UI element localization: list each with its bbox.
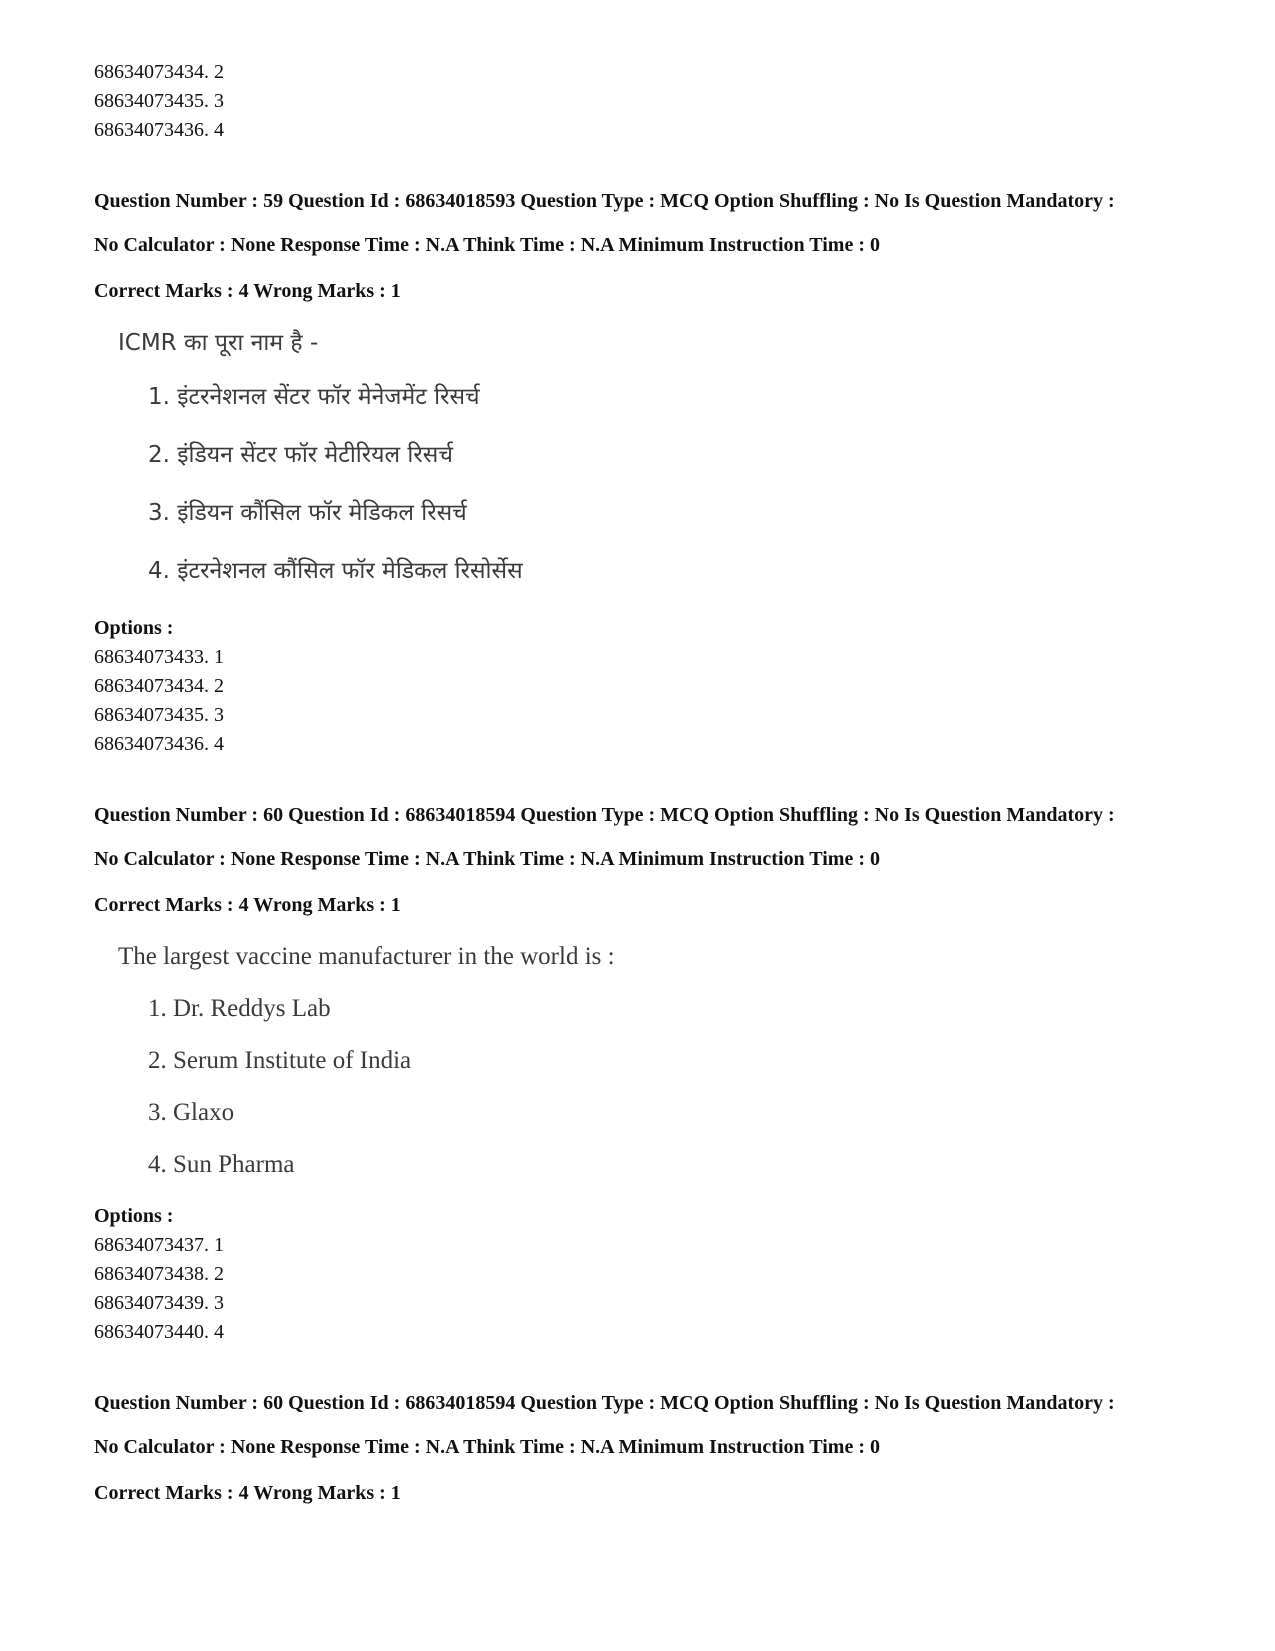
- option-line: 68634073436. 4: [94, 733, 224, 755]
- option-line: 68634073439. 3: [94, 1292, 224, 1314]
- question-choice: 2. Serum Institute of India: [148, 1047, 412, 1074]
- question-marks: Correct Marks : 4 Wrong Marks : 1: [94, 280, 401, 302]
- question-choice: 4. इंटरनेशनल कौंसिल फॉर मेडिकल रिसोर्सेस: [148, 558, 523, 584]
- option-line: 68634073437. 1: [94, 1234, 224, 1256]
- document-page: [94, 58, 1214, 1508]
- question-meta: No Calculator : None Response Time : N.A Think Time : N.A Minimum Instruction Time : 0: [94, 1436, 880, 1458]
- option-line: 68634073436. 4: [94, 119, 224, 141]
- question-marks: Correct Marks : 4 Wrong Marks : 1: [94, 894, 401, 916]
- question-choice: 4. Sun Pharma: [148, 1151, 295, 1178]
- question-meta: Question Number : 60 Question Id : 68634018594 Question Type : MCQ Option Shuffling : No Is Question Mandatory :: [94, 804, 1115, 826]
- option-line: 68634073434. 2: [94, 675, 224, 697]
- options-label: Options :: [94, 617, 174, 639]
- question-marks: Correct Marks : 4 Wrong Marks : 1: [94, 1482, 401, 1504]
- option-line: 68634073438. 2: [94, 1263, 224, 1285]
- question-choice: 1. इंटरनेशनल सेंटर फॉर मेनेजमेंट रिसर्च: [148, 384, 480, 410]
- option-line: 68634073434. 2: [94, 61, 224, 83]
- question-meta: No Calculator : None Response Time : N.A Think Time : N.A Minimum Instruction Time : 0: [94, 848, 880, 870]
- question-content: [118, 942, 1214, 1180]
- question-choice: 3. इंडियन कौंसिल फॉर मेडिकल रिसर्च: [148, 500, 467, 526]
- question-choice: 2. इंडियन सेंटर फॉर मेटीरियल रिसर्च: [148, 442, 453, 468]
- question-content: [118, 328, 1214, 586]
- question-block-60: [94, 803, 1214, 1347]
- option-line: 68634073435. 3: [94, 704, 224, 726]
- option-line: 68634073440. 4: [94, 1321, 224, 1343]
- question-meta: No Calculator : None Response Time : N.A Think Time : N.A Minimum Instruction Time : 0: [94, 234, 880, 256]
- question-stem: The largest vaccine manufacturer in the world is :: [118, 943, 615, 970]
- question-block-60-repeat: [94, 1391, 1214, 1508]
- prev-options-list: [94, 58, 1214, 145]
- options-label: Options :: [94, 1205, 174, 1227]
- question-stem: ICMR का पूरा नाम है -: [118, 330, 319, 356]
- question-choice: 1. Dr. Reddys Lab: [148, 995, 331, 1022]
- option-line: 68634073435. 3: [94, 90, 224, 112]
- question-block-59: [94, 189, 1214, 759]
- option-line: 68634073433. 1: [94, 646, 224, 668]
- question-choice: 3. Glaxo: [148, 1099, 235, 1126]
- question-meta: Question Number : 60 Question Id : 68634018594 Question Type : MCQ Option Shuffling : No Is Question Mandatory :: [94, 1392, 1115, 1414]
- question-meta: Question Number : 59 Question Id : 68634018593 Question Type : MCQ Option Shuffling : No Is Question Mandatory :: [94, 190, 1115, 212]
